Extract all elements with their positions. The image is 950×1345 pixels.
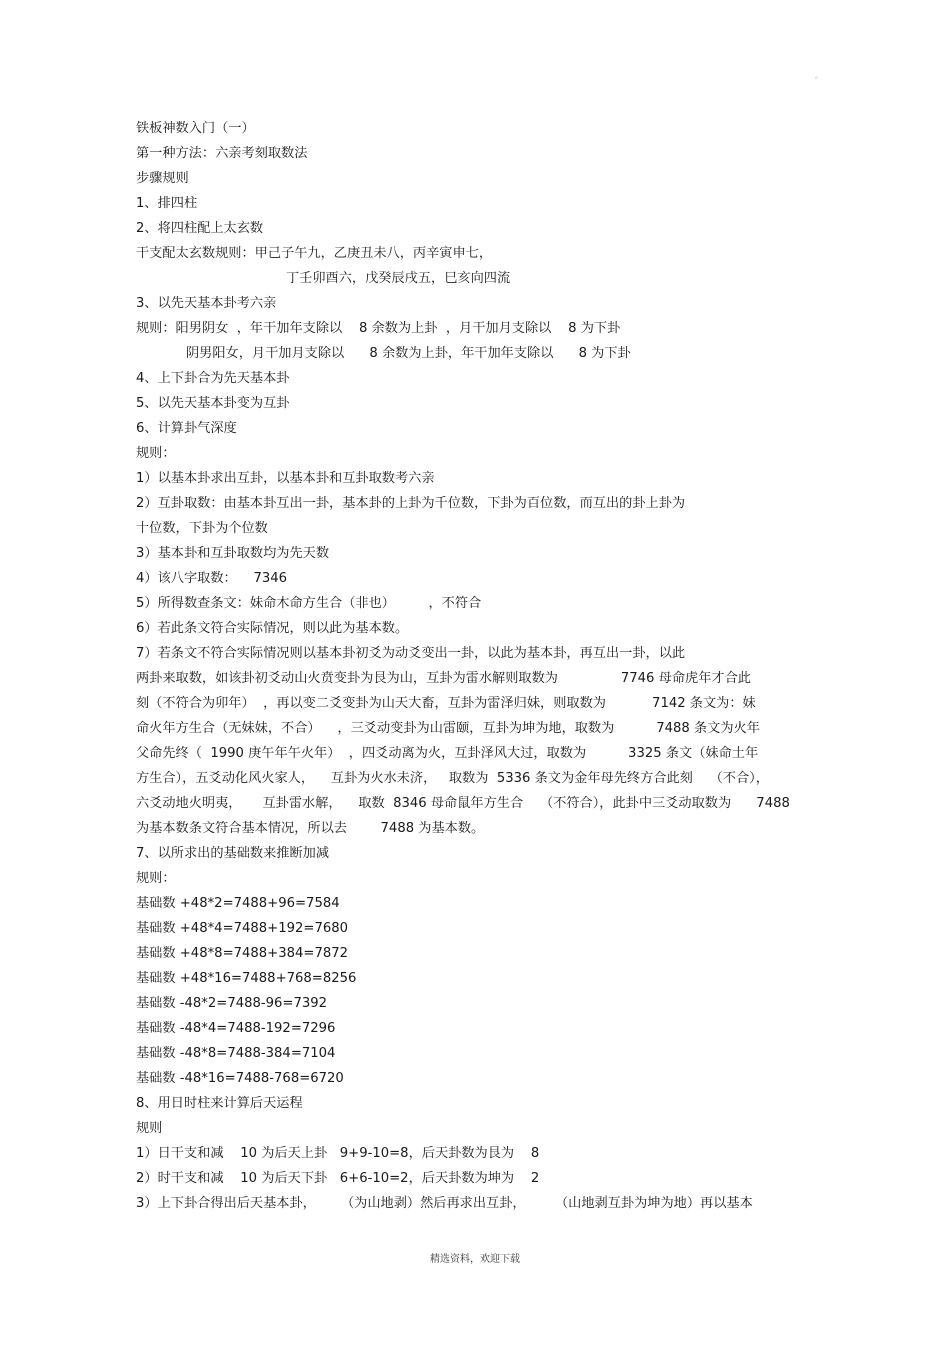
formula-line: 基础数 +48*16=7488+768=8256 (136, 971, 357, 986)
text-line: 7）若条文不符合实际情况则以基本卦初爻为动爻变出一卦，以此为基本卦，再互出一卦，以此 (136, 646, 686, 661)
text-line: 父命先终（ 1990 庚午年午火年） ，四爻动离为火，互卦泽风大过，取数为 3325 条文（妹命土年 (136, 746, 759, 761)
text-line: 两卦来取数，如该卦初爻动山火贲变卦为艮为山，互卦为雷水解则取数为 7746 母命虎年才合此 (136, 671, 751, 686)
text-line: 1）日干支和减 10 为后天上卦 9+9-10=8，后天卦数为艮为 8 (136, 1146, 540, 1161)
text-line: 规则 (136, 1121, 163, 1136)
text-line: 2、将四柱配上太玄数 (136, 221, 264, 236)
text-line: 1）以基本卦求出互卦，以基本卦和互卦取数考六亲 (136, 471, 435, 486)
text-line: 规则： (136, 871, 176, 886)
formula-line: 基础数 +48*2=7488+96=7584 (136, 896, 340, 911)
text-line: 十位数，下卦为个位数 (136, 521, 268, 536)
text-line: 2）时干支和减 10 为后天下卦 6+6-10=2，后天卦数为坤为 2 (136, 1171, 540, 1186)
doc-title: 铁板神数入门（一） (136, 121, 255, 136)
formula-line: 基础数 -48*16=7488-768=6720 (136, 1071, 344, 1086)
text-line: 丁壬卯酉六，戊癸辰戌五，巳亥向四流 (286, 271, 511, 286)
text-line: 规则：阳男阴女 ，年干加年支除以 8 余数为上卦 ，月干加月支除以 8 为下卦 (136, 321, 621, 336)
text-line: 8、用日时柱来计算后天运程 (136, 1096, 303, 1111)
document-body (136, 116, 836, 1216)
text-line: 步骤规则 (136, 171, 189, 186)
text-line: 6、计算卦气深度 (136, 421, 237, 436)
text-line: 6）若此条文符合实际情况，则以此为基本数。 (136, 621, 409, 636)
text-line: 4）该八字取数： 7346 (136, 571, 288, 586)
formula-line: 基础数 -48*4=7488-192=7296 (136, 1021, 336, 1036)
text-line: 7、以所求出的基础数来推断加减 (136, 846, 330, 861)
text-line: 为基本数条文符合基本情况，所以去 7488 为基本数。 (136, 821, 485, 836)
text-line: 5）所得数查条文：妹命木命方生合（非也） ，不符合 (136, 596, 482, 611)
text-line: 3）上下卦合得出后天基本卦， （为山地剥）然后再求出互卦， （山地剥互卦为坤为地）再以基本 (136, 1196, 753, 1211)
text-line: 3、以先天基本卦考六亲 (136, 296, 277, 311)
text-line: 2）互卦取数：由基本卦互出一卦，基本卦的上卦为千位数，下卦为百位数，而互出的卦上卦为 (136, 496, 686, 511)
text-line: 命火年方生合（无妹妹，不合） ，三爻动变卦为山雷颐，互卦为坤为地，取数为 7488 条文为火年 (136, 721, 760, 736)
text-line: 4、上下卦合为先天基本卦 (136, 371, 290, 386)
formula-line: 基础数 -48*2=7488-96=7392 (136, 996, 328, 1011)
text-line: 规则： (136, 446, 176, 461)
method-heading: 第一种方法：六亲考刻取数法 (136, 146, 308, 161)
corner-mark: 。 (815, 71, 823, 80)
text-line: 方生合），五爻动化风火家人， 互卦为火水未济， 取数为 5336 条文为金年母先终方合此刻 （不合）， (136, 771, 769, 786)
formula-line: 基础数 -48*8=7488-384=7104 (136, 1046, 336, 1061)
text-line: 六爻动地火明夷， 互卦雷水解， 取数 8346 母命鼠年方生合 （不符合），此卦中三爻动取数为 7488 (136, 796, 790, 811)
text-line: 刻（不符合为卯年） ，再以变二爻变卦为山天大畜，互卦为雷泽归妹，则取数为 7142 条文为：妹 (136, 696, 756, 711)
page-footer: 精选资料，欢迎下载 (430, 1254, 520, 1265)
text-line: 阴男阳女，月干加月支除以 8 余数为上卦，年干加年支除以 8 为下卦 (186, 346, 631, 361)
text-line: 5、以先天基本卦变为互卦 (136, 396, 290, 411)
text-line: 1、排四柱 (136, 196, 198, 211)
formula-line: 基础数 +48*4=7488+192=7680 (136, 921, 349, 936)
text-line: 干支配太玄数规则：甲己子午九，乙庚丑未八，丙辛寅申七， (136, 246, 493, 261)
formula-line: 基础数 +48*8=7488+384=7872 (136, 946, 349, 961)
text-line: 3）基本卦和互卦取数均为先天数 (136, 546, 330, 561)
